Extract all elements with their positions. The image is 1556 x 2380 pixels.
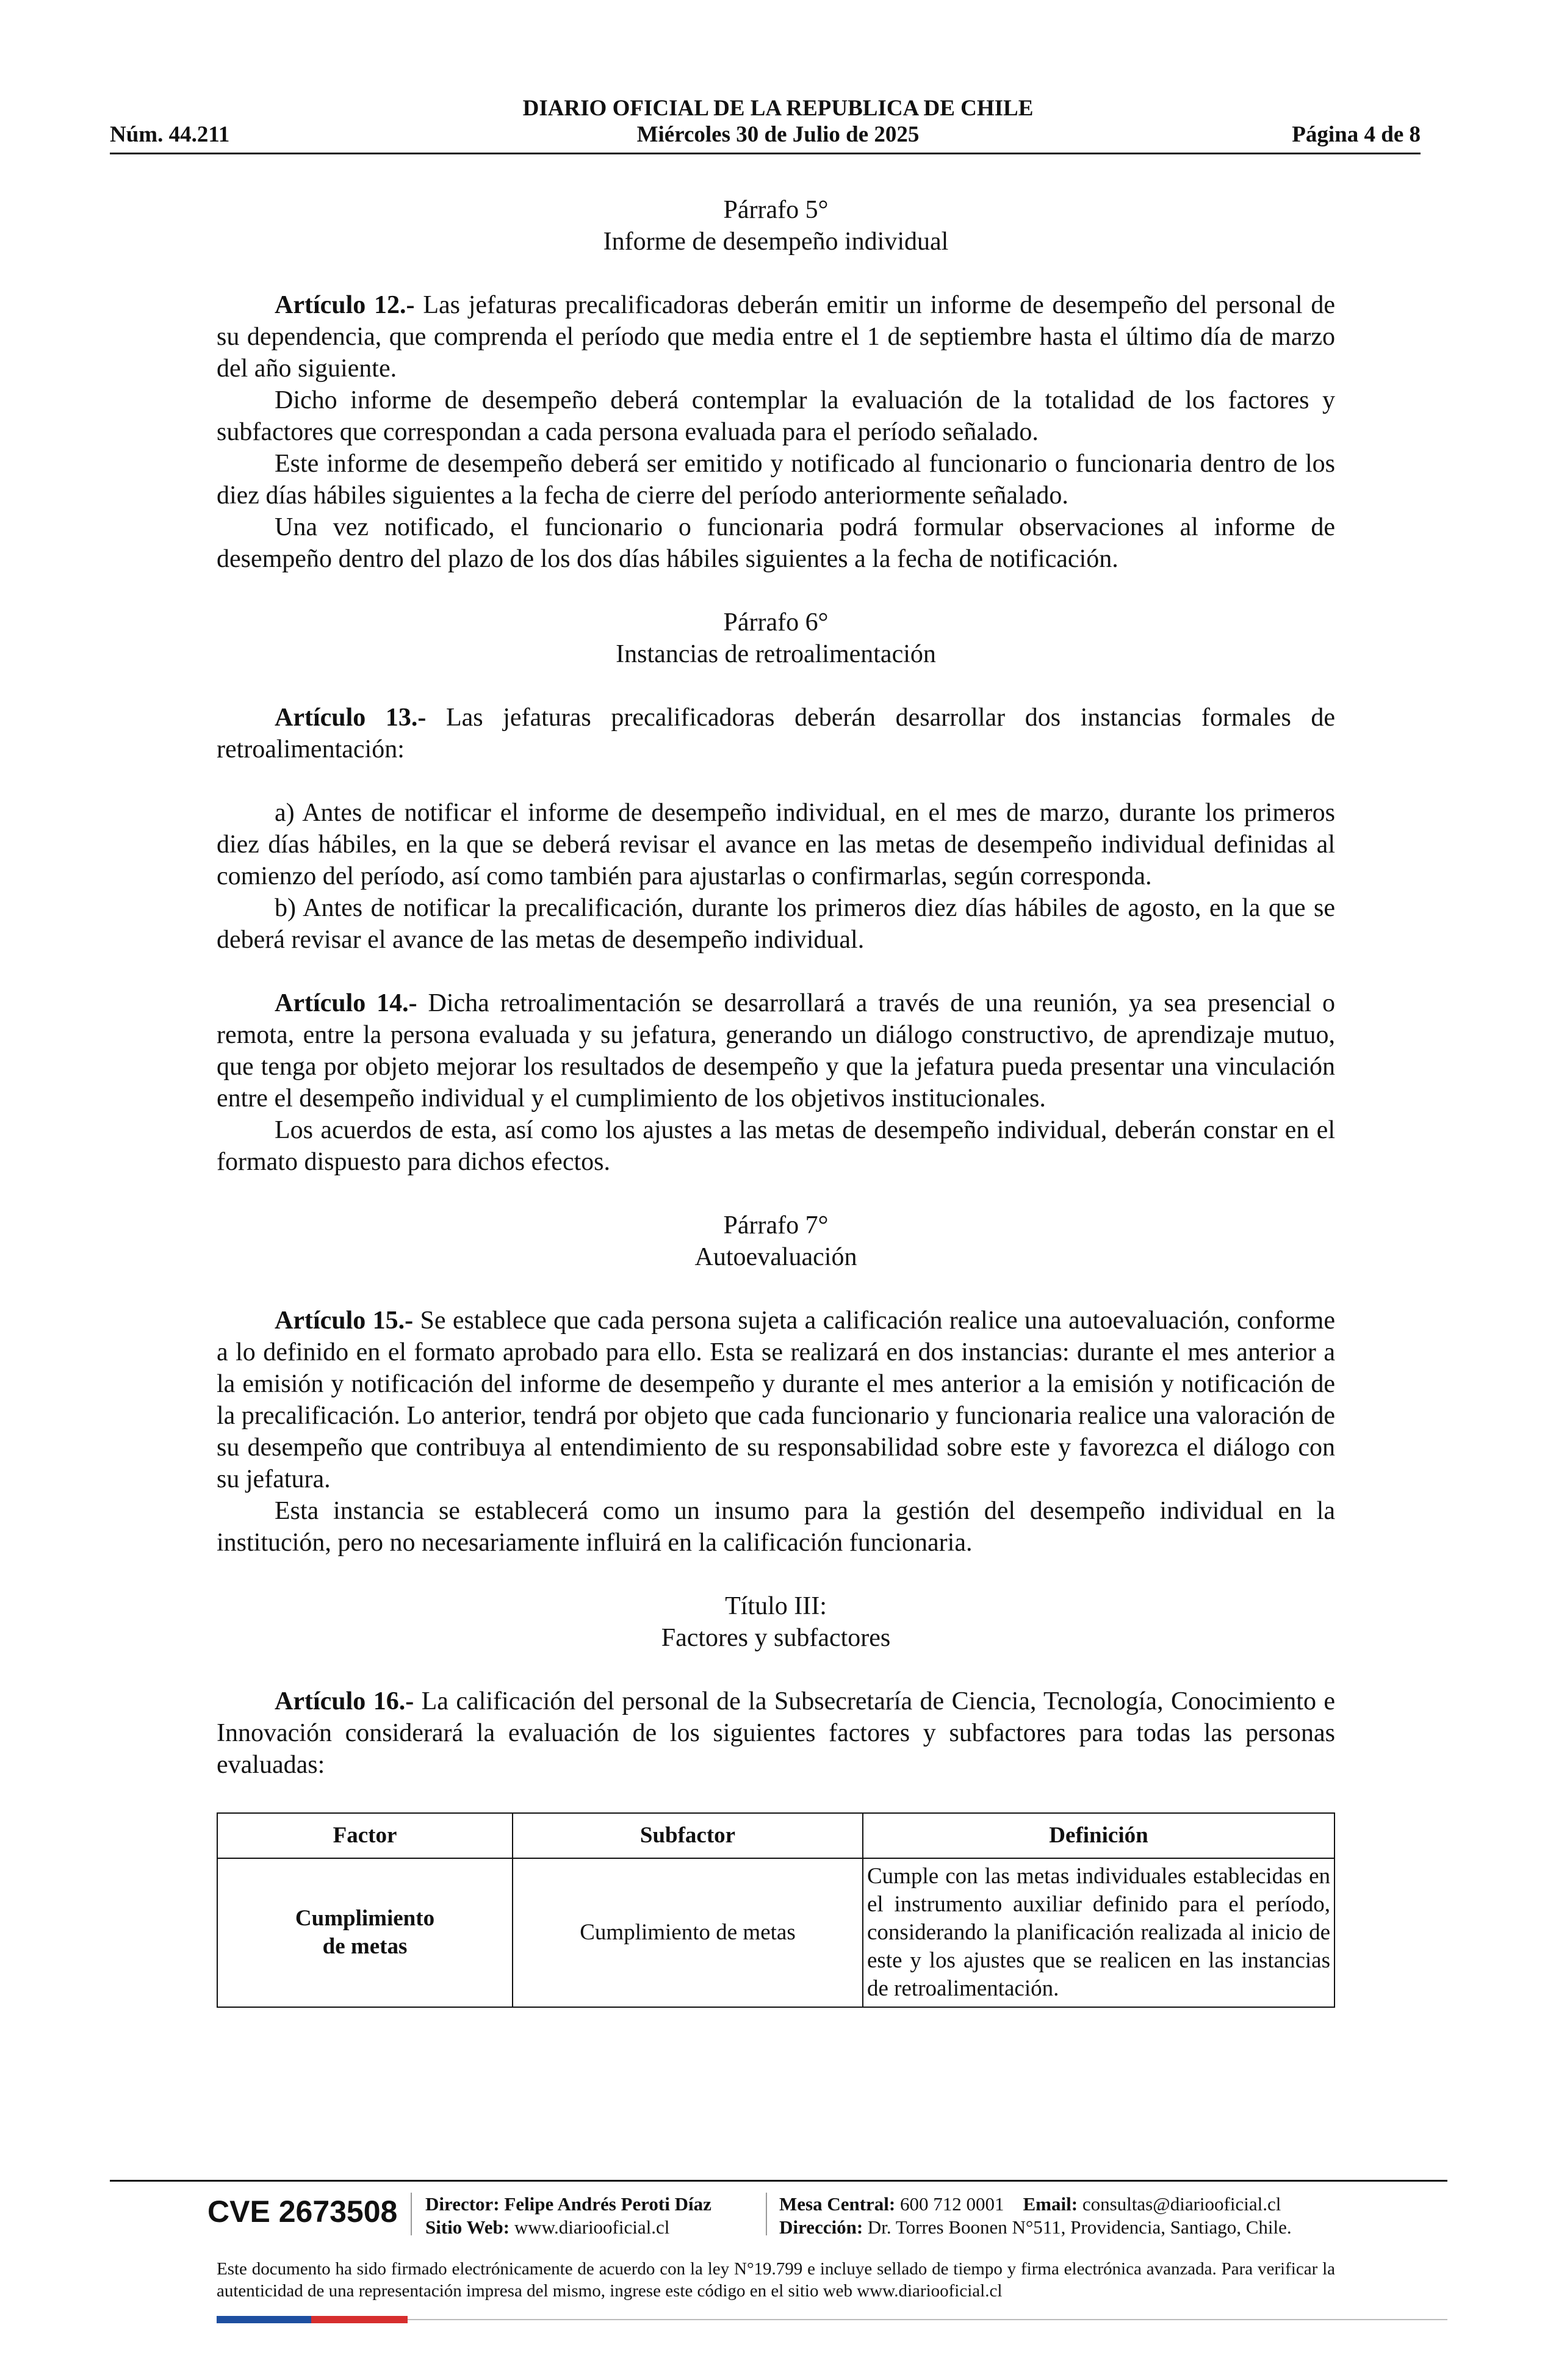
director-info <box>425 2193 711 2239</box>
article-14 <box>217 987 1335 1114</box>
article-label: Artículo 14.- <box>275 989 417 1017</box>
footer-rule <box>110 2180 1447 2182</box>
phone-number: 600 712 0001 <box>900 2193 1004 2215</box>
page-indicator: Página 4 de 8 <box>1292 122 1421 147</box>
address-label: Dirección: <box>779 2216 863 2238</box>
article-text: La calificación del personal de la Subsecretaría de Ciencia, Tecnología, Conocimiento e Innovación considerará la evaluación de los siguientes factores y subfactores para todas las personas evaluadas: <box>217 1687 1336 1779</box>
table-row <box>217 1858 1334 2007</box>
article-text: Se establece que cada persona sujeta a calificación realice una autoevaluación, conforme a lo definido en el formato aprobado para ello. Esta se realizará en dos instancias: durante el mes anterior a la emisión y notificación del informe de desempeño y durante el mes anterior a la emisión y notificación de la precalificación. Lo anterior, tendrá por objeto que cada funcionario y funcionaria realice una valoración de su desempeño que contribuya al entendimiento de su responsabilidad sobre este y favorezca el diálogo con su jefatura. <box>217 1307 1335 1493</box>
article-label: Artículo 15.- <box>275 1307 414 1335</box>
section-subheading: Instancias de retroalimentación <box>616 640 936 668</box>
paragraph: Los acuerdos de esta, así como los ajustes a las metas de desempeño individual, deberán constar en el formato dispuesto para dichos efectos. <box>217 1116 1335 1176</box>
article-15 <box>217 1305 1335 1495</box>
mesa-label: Mesa Central: <box>779 2193 896 2215</box>
section-subheading: Autoevaluación <box>694 1243 857 1271</box>
web-label: Sitio Web: <box>425 2216 510 2238</box>
subfactor-cell: Cumplimiento de metas <box>513 1858 863 2007</box>
document-body <box>217 194 1335 2008</box>
address: Dr. Torres Boonen N°511, Providencia, Santiago, Chile. <box>867 2216 1292 2238</box>
director-name: Felipe Andrés Peroti Díaz <box>504 2193 711 2215</box>
section-heading: Párrafo 6° <box>723 608 829 636</box>
definition-cell: Cumple con las metas individuales establecidas en el instrumento auxiliar definido para el período, considerando la planificación realizada al inicio de este y los ajustes que se realicen en las instancias de retroalimentación. <box>863 1858 1334 2007</box>
gazette-title: DIARIO OFICIAL DE LA REPUBLICA DE CHILE <box>522 96 1034 121</box>
article-12 <box>217 289 1335 384</box>
director-label: Director: <box>425 2193 500 2215</box>
section-heading: Párrafo 5° <box>723 196 829 224</box>
header-rule <box>110 153 1421 154</box>
title-subheading: Factores y subfactores <box>661 1624 891 1652</box>
issue-number: Núm. 44.211 <box>110 122 230 147</box>
factor-cell <box>217 1858 513 2007</box>
legal-notice: Este documento ha sido firmado electrónicamente de acuerdo con la ley N°19.799 e incluye sellado de tiempo y firma electrónica avanzada. Para verificar la autenticidad de una representación impresa del mismo, ingrese este código en el sitio web www.diariooficial.cl <box>217 2259 1335 2301</box>
article-13 <box>217 702 1335 765</box>
list-item: a) Antes de notificar el informe de desempeño individual, en el mes de marzo, durante los primeros diez días hábiles, en la que se deberá revisar el avance en las metas de desempeño individual definidas al comienzo del período, así como también para ajustarlas o confirmarlas, según corresponda. <box>217 799 1335 890</box>
column-header-definition: Definición <box>863 1813 1334 1858</box>
article-label: Artículo 16.- <box>275 1687 414 1715</box>
factor-line: de metas <box>322 1934 408 1959</box>
paragraph: Este informe de desempeño deberá ser emitido y notificado al funcionario o funcionaria dentro de los diez días hábiles siguientes a la fecha de cierre del período anteriormente señalado. <box>217 450 1335 510</box>
section-heading: Párrafo 7° <box>723 1211 829 1239</box>
section-subheading: Informe de desempeño individual <box>603 228 949 256</box>
paragraph: Esta instancia se establecerá como un insumo para la gestión del desempeño individual en la institución, pero no necesariamente influirá en la calificación funcionaria. <box>217 1497 1335 1557</box>
article-text: Las jefaturas precalificadoras deberán desarrollar dos instancias formales de retroalimentación: <box>217 704 1336 763</box>
flag-bar-red <box>311 2316 408 2323</box>
flag-bar-blue <box>217 2316 311 2323</box>
article-16 <box>217 1686 1335 1781</box>
contact-info <box>779 2193 1292 2239</box>
list-item: b) Antes de notificar la precalificación, durante los primeros diez días hábiles de agosto, en la que se deberá revisar el avance de las metas de desempeño individual. <box>217 894 1335 954</box>
factors-table <box>217 1812 1335 2008</box>
article-label: Artículo 13.- <box>275 704 427 732</box>
paragraph: Dicho informe de desempeño deberá contemplar la evaluación de la totalidad de los factores y subfactores que correspondan a cada persona evaluada para el período señalado. <box>217 386 1335 446</box>
article-text: Las jefaturas precalificadoras deberán emitir un informe de desempeño del personal de su dependencia, que comprenda el período que media entre el 1 de septiembre hasta el último día de marzo del año siguiente. <box>217 291 1335 383</box>
footer-divider <box>411 2193 412 2235</box>
article-text: Dicha retroalimentación se desarrollará a través de una reunión, ya sea presencial o remota, entre la persona evaluada y su jefatura, generando un diálogo constructivo, de aprendizaje mutuo, que tenga por objeto mejorar los resultados de desempeño y que la jefatura pueda presentar una vinculación entre el desempeño individual y el cumplimiento de los objetivos institucionales. <box>217 989 1335 1112</box>
email-label: Email: <box>1023 2193 1078 2215</box>
paragraph: Una vez notificado, el funcionario o funcionaria podrá formular observaciones al informe de desempeño dentro del plazo de los dos días hábiles siguientes a la fecha de notificación. <box>217 513 1335 573</box>
website-link[interactable]: www.diariooficial.cl <box>514 2216 670 2238</box>
title-heading: Título III: <box>725 1592 827 1620</box>
email-link[interactable]: consultas@diariooficial.cl <box>1082 2193 1281 2215</box>
article-label: Artículo 12.- <box>275 291 415 319</box>
column-header-factor: Factor <box>217 1813 513 1858</box>
factor-line: Cumplimiento <box>295 1906 435 1931</box>
footer-divider <box>766 2193 767 2235</box>
table-header-row <box>217 1813 1334 1858</box>
flag-bar-line <box>408 2319 1447 2320</box>
column-header-subfactor: Subfactor <box>513 1813 863 1858</box>
cve-code: CVE 2673508 <box>207 2194 398 2229</box>
issue-date: Miércoles 30 de Julio de 2025 <box>636 122 920 147</box>
